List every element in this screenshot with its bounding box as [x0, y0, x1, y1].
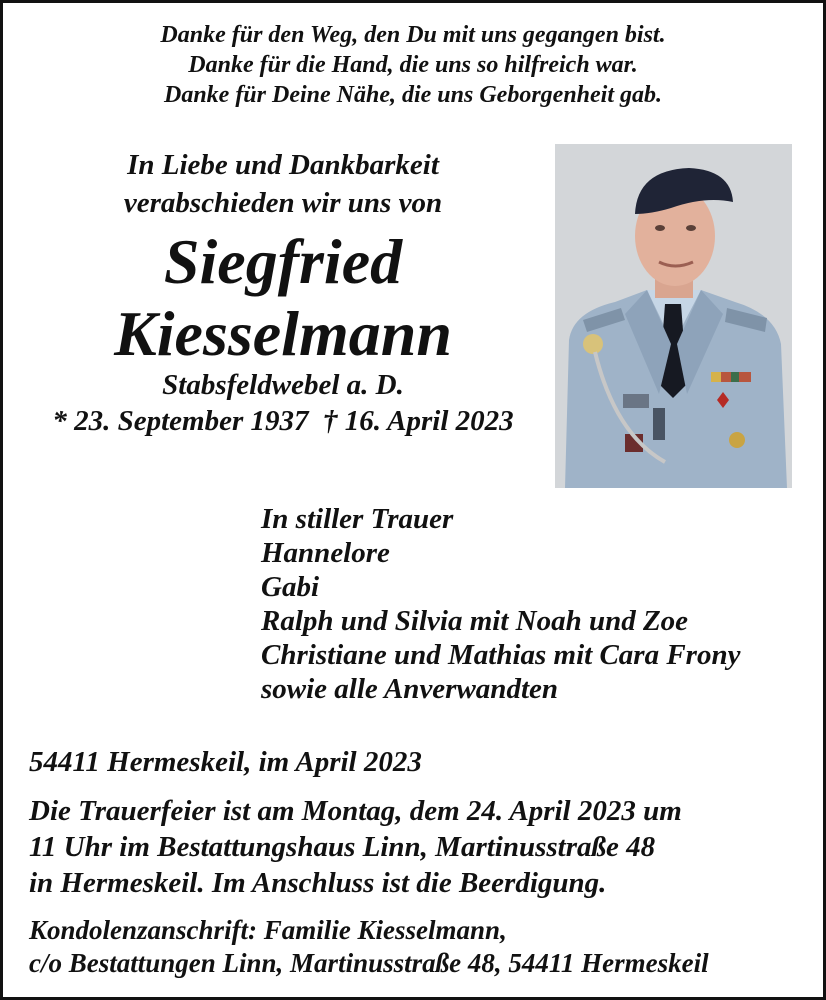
motto-line-3: Danke für Deine Nähe, die uns Geborgenheit gab.	[163, 82, 662, 108]
portrait-photo-icon	[555, 144, 792, 488]
deceased-rank: Stabsfeldwebel a. D.	[162, 369, 404, 401]
ceremony-line-1: Die Trauerfeier ist am Montag, dem 24. April 2023 um	[29, 795, 682, 827]
mourners-line-5: Christiane und Mathias mit Cara Frony	[261, 639, 741, 671]
intro-line-2: verabschieden wir uns von	[123, 187, 443, 219]
condolence-line-1: Kondolenzanschrift: Familie Kiesselmann,	[29, 915, 507, 945]
motto-line-2: Danke für die Hand, die uns so hilfreich war.	[188, 52, 638, 78]
place-date: 54411 Hermeskeil, im April 2023	[29, 746, 422, 778]
deceased-dates: * 23. September 1937 † 16. April 2023	[52, 405, 514, 437]
mourners-line-3: Gabi	[261, 571, 319, 603]
deceased-last-name: Kiesselmann	[114, 298, 452, 369]
intro-line-1: In Liebe und Dankbarkeit	[127, 149, 439, 181]
ceremony-line-2: 11 Uhr im Bestattungshaus Linn, Martinusstraße 48	[29, 831, 656, 863]
mourners-line-6: sowie alle Anverwandten	[261, 673, 558, 705]
condolence-line-2: c/o Bestattungen Linn, Martinusstraße 48, 54411 Hermeskeil	[29, 948, 709, 978]
deceased-first-name: Siegfried	[163, 226, 403, 297]
mourners-line-1: In stiller Trauer	[261, 503, 454, 535]
mourners-line-4: Ralph und Silvia mit Noah und Zoe	[261, 605, 689, 637]
mourners-line-2: Hannelore	[261, 537, 390, 569]
portrait-photo	[555, 144, 792, 488]
motto-line-1: Danke für den Weg, den Du mit uns gegangen bist.	[160, 22, 666, 48]
ceremony-line-3: in Hermeskeil. Im Anschluss ist die Beerdigung.	[29, 867, 607, 899]
